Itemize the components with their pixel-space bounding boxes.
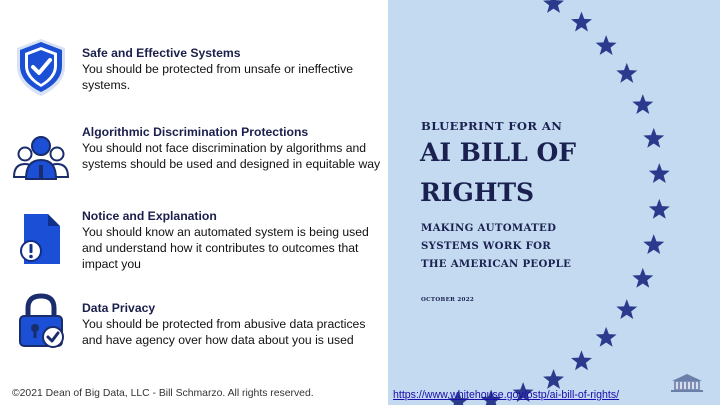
star-icon [543,369,564,389]
star-icon [571,12,592,32]
star-icon [543,0,564,13]
copyright-text: ©2021 Dean of Big Data, LLC - Bill Schmarzo. All rights reserved. [12,388,314,399]
cover-line-1: BLUEPRINT FOR AN [421,119,563,133]
cover-date: OCTOBER 2022 [421,297,475,303]
star-icon [643,234,664,254]
star-icon [571,350,592,370]
padlock-check-icon [10,290,72,352]
people-group-icon [10,127,72,189]
cover-subtitle-line: THE AMERICAN PEOPLE [421,258,572,270]
blueprint-cover-image [388,0,720,405]
item-description: You should be protected from abusive data practices and have agency over how data about you is used [82,317,366,347]
star-icon [632,94,653,114]
star-icon [596,35,617,55]
star-icon [649,199,670,219]
item-title: Safe and Effective Systems [82,46,241,60]
cover-subtitle-line: MAKING AUTOMATED [421,222,557,234]
item-description: You should know an automated system is being used and understand how it contributes to outcomes that impact you [82,225,369,271]
star-icon [649,163,670,183]
cover-line-2: AI BILL OF [420,138,577,167]
whitehouse-link[interactable]: https://www.whitehouse.gov/ostp/ai-bill-of-rights/ [393,389,620,401]
item-title: Notice and Explanation [82,209,217,223]
shield-check-icon [10,36,72,98]
item-title: Algorithmic Discrimination Protections [82,125,309,139]
item-description: You should not face discrimination by algorithms and systems should be used and designed in equitable way [82,141,381,171]
star-icon [596,327,617,347]
white-house-logo-icon [668,371,706,395]
cover-subtitle [421,219,571,273]
star-icon [616,299,637,319]
star-icon [643,128,664,148]
cover-subtitle-line: SYSTEMS WORK FOR [421,240,552,252]
item-title: Data Privacy [82,301,156,315]
star-icon [632,268,653,288]
item-description: You should be protected from unsafe or ineffective systems. [82,62,354,92]
document-alert-icon [10,208,72,270]
cover-line-3: RIGHTS [420,178,535,207]
star-icon [616,63,637,83]
